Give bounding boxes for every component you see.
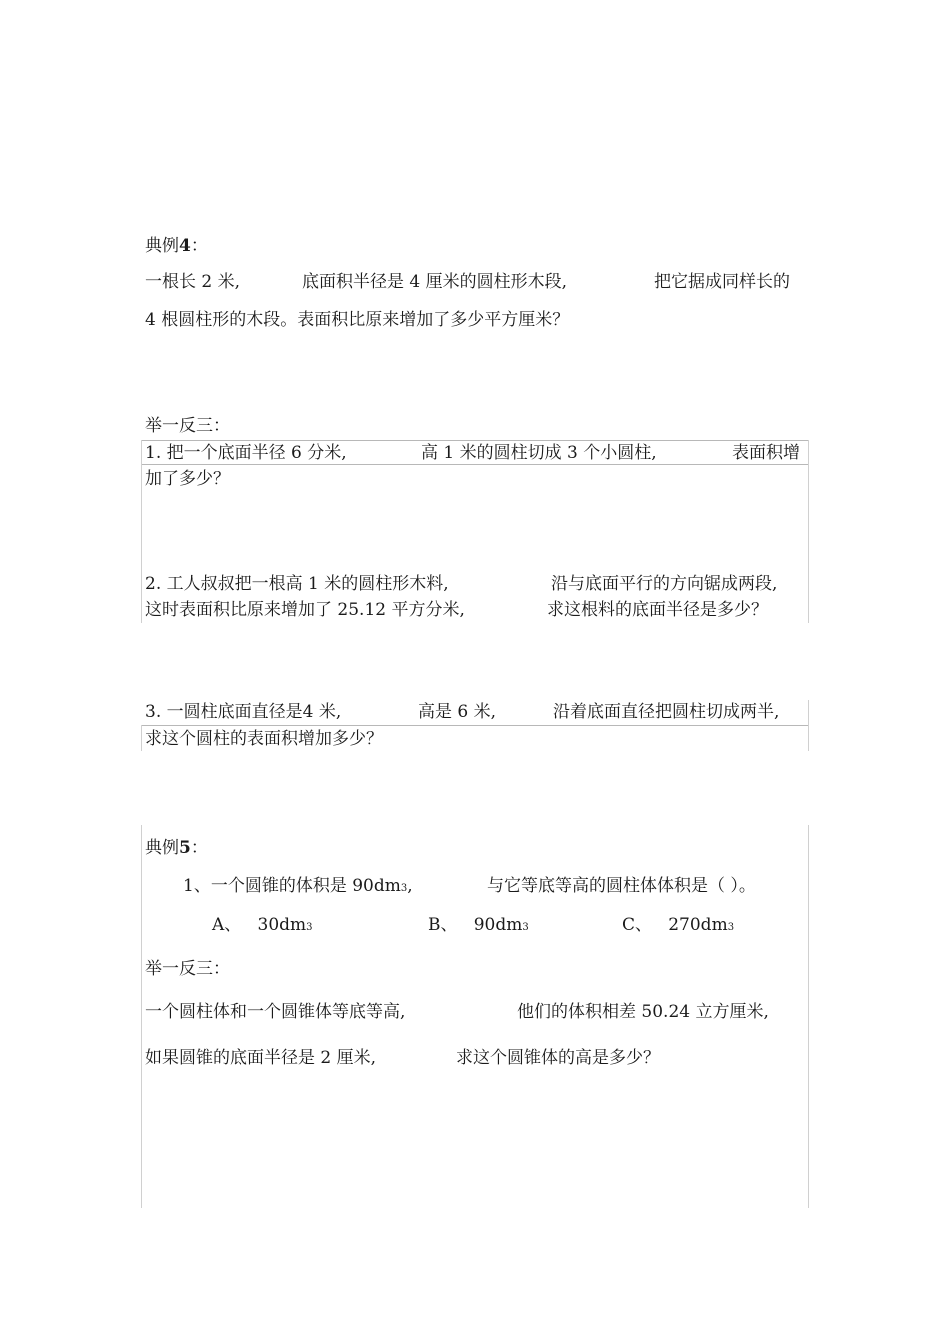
- question-2-line2-part2: 求这根料的底面半径是多少？: [547, 600, 768, 620]
- table-rule: [808, 440, 809, 623]
- table-rule: [808, 700, 809, 751]
- table-rule: [141, 825, 142, 1208]
- table-rule: [808, 825, 809, 1208]
- practice-2-line1-part2: 他们的体积相差 50.24 立方厘米,: [517, 1002, 769, 1022]
- example-5-question-part1: 1、一个圆锥的体积是 90dm3,: [183, 876, 413, 896]
- example-4-line1-part1: 一根长 2 米,: [145, 272, 241, 292]
- example-4-line2: 4 根圆柱形的木段。表面积比原来增加了多少平方厘米？: [145, 310, 570, 330]
- question-1-part3: 表面积增: [732, 443, 800, 463]
- example-4-heading: 典例4：: [145, 236, 208, 256]
- question-1-part1: 1. 把一个底面半径 6 分米,: [145, 443, 347, 463]
- question-3-line2: 求这个圆柱的表面积增加多少？: [145, 729, 383, 749]
- question-3-part1: 3. 一圆柱底面直径是4 米,: [145, 702, 342, 722]
- table-rule: [141, 440, 142, 623]
- practice-2-line2-part1: 如果圆锥的底面半径是 2 厘米,: [145, 1048, 377, 1068]
- option-c: C、 270dm3: [622, 915, 735, 935]
- example-4-line1-part2: 底面积半径是 4 厘米的圆柱形木段,: [302, 272, 568, 292]
- practice-2-line1-part1: 一个圆柱体和一个圆锥体等底等高,: [145, 1002, 406, 1022]
- question-2-line2-part1: 这时表面积比原来增加了 25.12 平方分米,: [145, 600, 465, 620]
- table-rule: [141, 725, 142, 751]
- practice-1-heading: 举一反三：: [145, 416, 230, 436]
- question-3-part2: 高是 6 米,: [418, 702, 497, 722]
- table-rule: [141, 725, 809, 726]
- example-5-heading: 典例5：: [145, 838, 208, 858]
- example-4-line1-part3: 把它据成同样长的: [654, 272, 790, 292]
- question-1-part2: 高 1 米的圆柱切成 3 个小圆柱,: [421, 443, 657, 463]
- option-b: B、 90dm3: [428, 915, 529, 935]
- example-5-question-part2: 与它等底等高的圆柱体体积是（ ）。: [487, 876, 756, 896]
- practice-2-heading: 举一反三：: [145, 959, 230, 979]
- question-2-part1: 2. 工人叔叔把一根高 1 米的圆柱形木料,: [145, 574, 449, 594]
- practice-2-line2-part2: 求这个圆锥体的高是多少？: [456, 1048, 660, 1068]
- question-2-part2: 沿与底面平行的方向锯成两段,: [551, 574, 778, 594]
- question-3-part3: 沿着底面直径把圆柱切成两半,: [553, 702, 780, 722]
- option-a: A、 30dm3: [212, 915, 313, 935]
- question-1-line2: 加了多少？: [145, 469, 230, 489]
